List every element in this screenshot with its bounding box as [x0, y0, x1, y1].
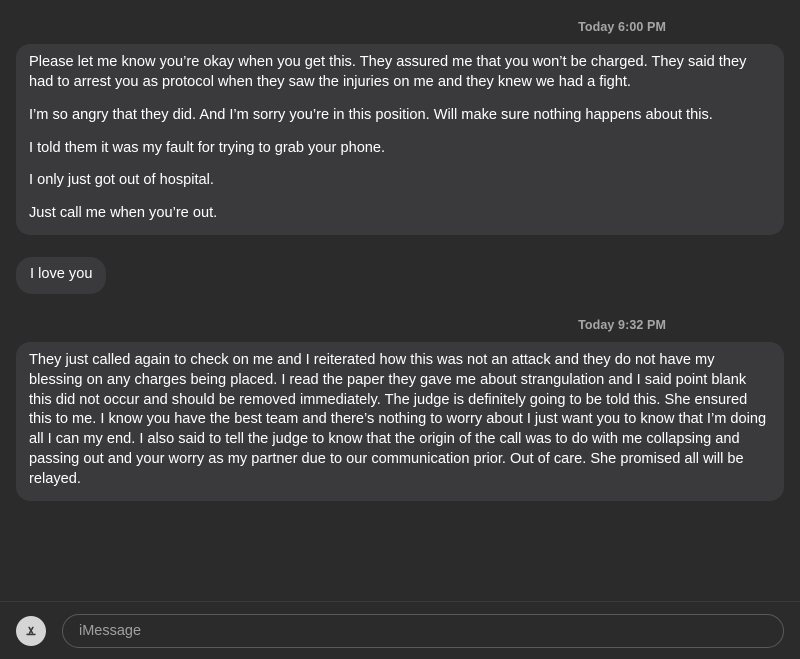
imessage-input[interactable] [77, 622, 769, 640]
message-paragraph: Please let me know you’re okay when you get this. They assured me that you won’t be charged. They said they had to arrest you as protocol when they saw the injuries on me and they knew we had a fight. [29, 54, 747, 90]
app-store-icon[interactable] [16, 616, 46, 646]
message-paragraph: I love you [30, 266, 93, 283]
imessage-input-wrapper[interactable] [62, 614, 784, 648]
message-composer [0, 601, 800, 659]
message-row [16, 342, 784, 501]
message-bubble[interactable] [16, 342, 784, 501]
message-bubble[interactable] [16, 257, 106, 294]
message-row [16, 257, 784, 294]
message-paragraph: They just called again to check on me and I reiterated how this was not an attack and they do not have my blessing on any charges being placed. I read the paper they gave me about strangulation and I said point blank this did not occur and should be removed immediately. The judge is definitely going to be told this. She ensured this to me. I know you have the best team and there’s nothing to worry about I just want you to know that I’m doing all I can my end. I also said to tell the judge to know that the origin of the call was to do with me collapsing and passing out and your worry as my partner due to our communication prior. Out of care. She promised all will be relayed. [29, 351, 767, 487]
message-paragraph: I only just got out of hospital. [29, 172, 214, 189]
message-timestamp: Today 9:32 PM [578, 317, 666, 332]
message-timestamp: Today 6:00 PM [578, 20, 666, 34]
message-row [16, 44, 784, 235]
message-paragraph: I’m so angry that they did. And I’m sorry you’re in this position. Will make sure nothing happens about this. [29, 106, 713, 123]
message-bubble[interactable] [16, 44, 784, 235]
message-paragraph: Just call me when you’re out. [29, 205, 218, 222]
message-paragraph: I told them it was my fault for trying to grab your phone. [29, 139, 386, 156]
